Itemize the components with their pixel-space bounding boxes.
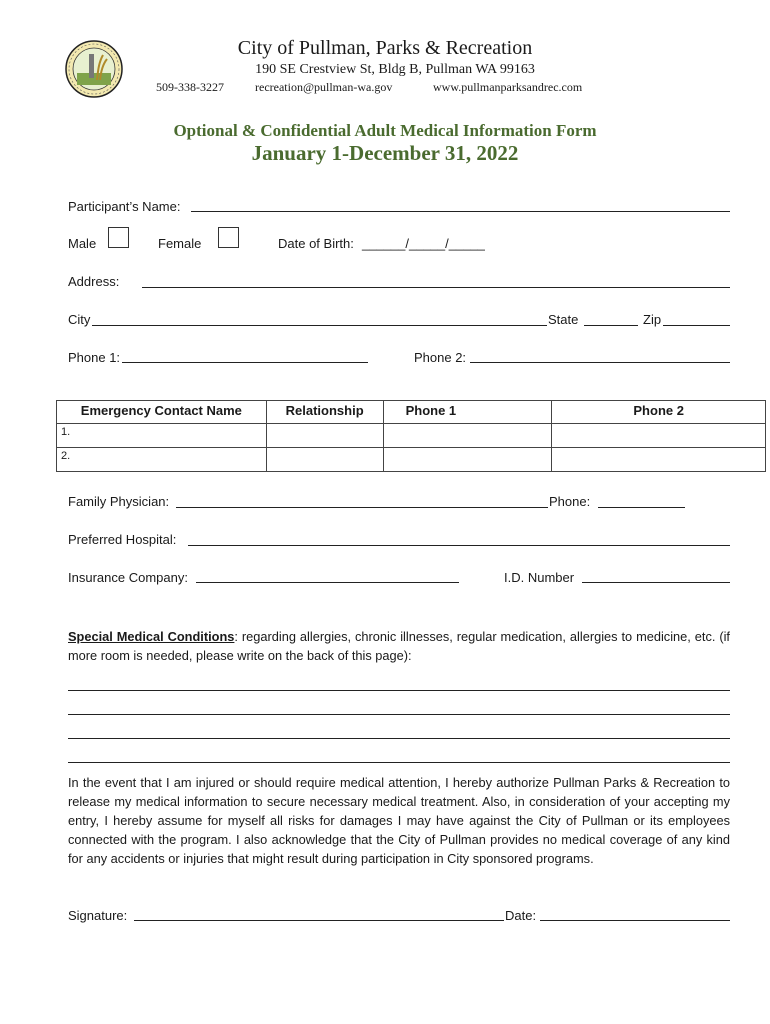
special-conditions-line-2[interactable] <box>68 714 730 715</box>
special-conditions-text <box>68 627 730 665</box>
phone2-field[interactable] <box>470 362 730 363</box>
table-header-row <box>57 401 766 424</box>
special-conditions-line-3[interactable] <box>68 738 730 739</box>
row-number: 1. <box>61 426 71 438</box>
emergency-contact-table <box>56 400 766 472</box>
insurance-company-field[interactable] <box>196 582 459 583</box>
female-checkbox[interactable] <box>218 227 239 248</box>
relationship-cell-2[interactable] <box>266 448 383 472</box>
address-label: Address: <box>68 274 120 289</box>
organization-website[interactable]: www.pullmanparksandrec.com <box>433 80 583 94</box>
preferred-hospital-label: Preferred Hospital: <box>68 532 177 547</box>
state-field[interactable] <box>584 325 638 326</box>
phone1-cell-1[interactable] <box>383 424 552 448</box>
city-field[interactable] <box>92 325 547 326</box>
column-header-phone1: Phone 1 <box>383 401 552 424</box>
table-row <box>57 424 766 448</box>
family-physician-field[interactable] <box>176 507 548 508</box>
special-conditions-description: : regarding allergies, chronic illnesses, regular medication, allergies to medicine, etc. (if more room is needed, please write on the back of this page): <box>68 629 730 663</box>
female-label: Female <box>158 236 202 251</box>
family-physician-label: Family Physician: <box>68 494 170 509</box>
dob-label: Date of Birth: <box>278 236 354 251</box>
organization-email[interactable]: recreation@pullman-wa.gov <box>255 80 393 94</box>
city-label: City <box>68 312 91 327</box>
organization-phone: 509-338-3227 <box>156 80 224 94</box>
phone1-label: Phone 1: <box>68 350 121 365</box>
phone1-cell-2[interactable] <box>383 448 552 472</box>
column-header-name: Emergency Contact Name <box>57 401 267 424</box>
organization-address: 190 SE Crestview St, Bldg B, Pullman WA 99163 <box>255 62 535 77</box>
signature-label: Signature: <box>68 908 128 923</box>
column-header-phone2: Phone 2 <box>552 401 766 424</box>
insurance-company-label: Insurance Company: <box>68 570 188 585</box>
male-checkbox[interactable] <box>108 227 129 248</box>
state-label: State <box>548 312 579 327</box>
dob-field[interactable]: ______/_____/_____ <box>362 236 485 251</box>
zip-field[interactable] <box>663 325 730 326</box>
participant-name-label: Participant’s Name: <box>68 199 181 214</box>
physician-phone-field[interactable] <box>598 507 685 508</box>
phone2-label: Phone 2: <box>414 350 467 365</box>
contact-name-cell-2[interactable] <box>57 448 267 472</box>
form-title: Optional & Confidential Adult Medical Information Form <box>173 121 597 140</box>
special-conditions-heading: Special Medical Conditions <box>68 629 235 644</box>
relationship-cell-1[interactable] <box>266 424 383 448</box>
special-conditions-line-1[interactable] <box>68 690 730 691</box>
form-date-range: January 1-December 31, 2022 <box>251 141 519 165</box>
contact-name-cell-1[interactable] <box>57 424 267 448</box>
table-row <box>57 448 766 472</box>
column-header-relationship: Relationship <box>266 401 383 424</box>
row-number: 2. <box>61 450 71 462</box>
organization-name: City of Pullman, Parks & Recreation <box>237 37 533 59</box>
preferred-hospital-field[interactable] <box>188 545 730 546</box>
zip-label: Zip <box>643 312 662 327</box>
address-field[interactable] <box>142 287 730 288</box>
signature-field[interactable] <box>134 920 504 921</box>
waiver-paragraph: In the event that I am injured or should require medical attention, I hereby authorize Pullman Parks & Recreation to release my medical information to secure necessary medical treatment. Also, in consideration of your accepting my entry, I hereby assume for myself all risks for damages I may have against the City of Pullman or its employees connected with the program. I also acknowledge that the City of Pullman provides no medical coverage of any kind for any accidents or injuries that might result during participation in City sponsored programs. <box>68 775 730 866</box>
physician-phone-label: Phone: <box>549 494 591 509</box>
phone2-cell-2[interactable] <box>552 448 766 472</box>
special-conditions-line-4[interactable] <box>68 762 730 763</box>
id-number-label: I.D. Number <box>504 570 575 585</box>
date-label: Date: <box>505 908 537 923</box>
participant-name-field[interactable] <box>191 211 730 212</box>
phone2-cell-1[interactable] <box>552 424 766 448</box>
id-number-field[interactable] <box>582 582 730 583</box>
male-label: Male <box>68 236 97 251</box>
date-field[interactable] <box>540 920 730 921</box>
phone1-field[interactable] <box>122 362 368 363</box>
